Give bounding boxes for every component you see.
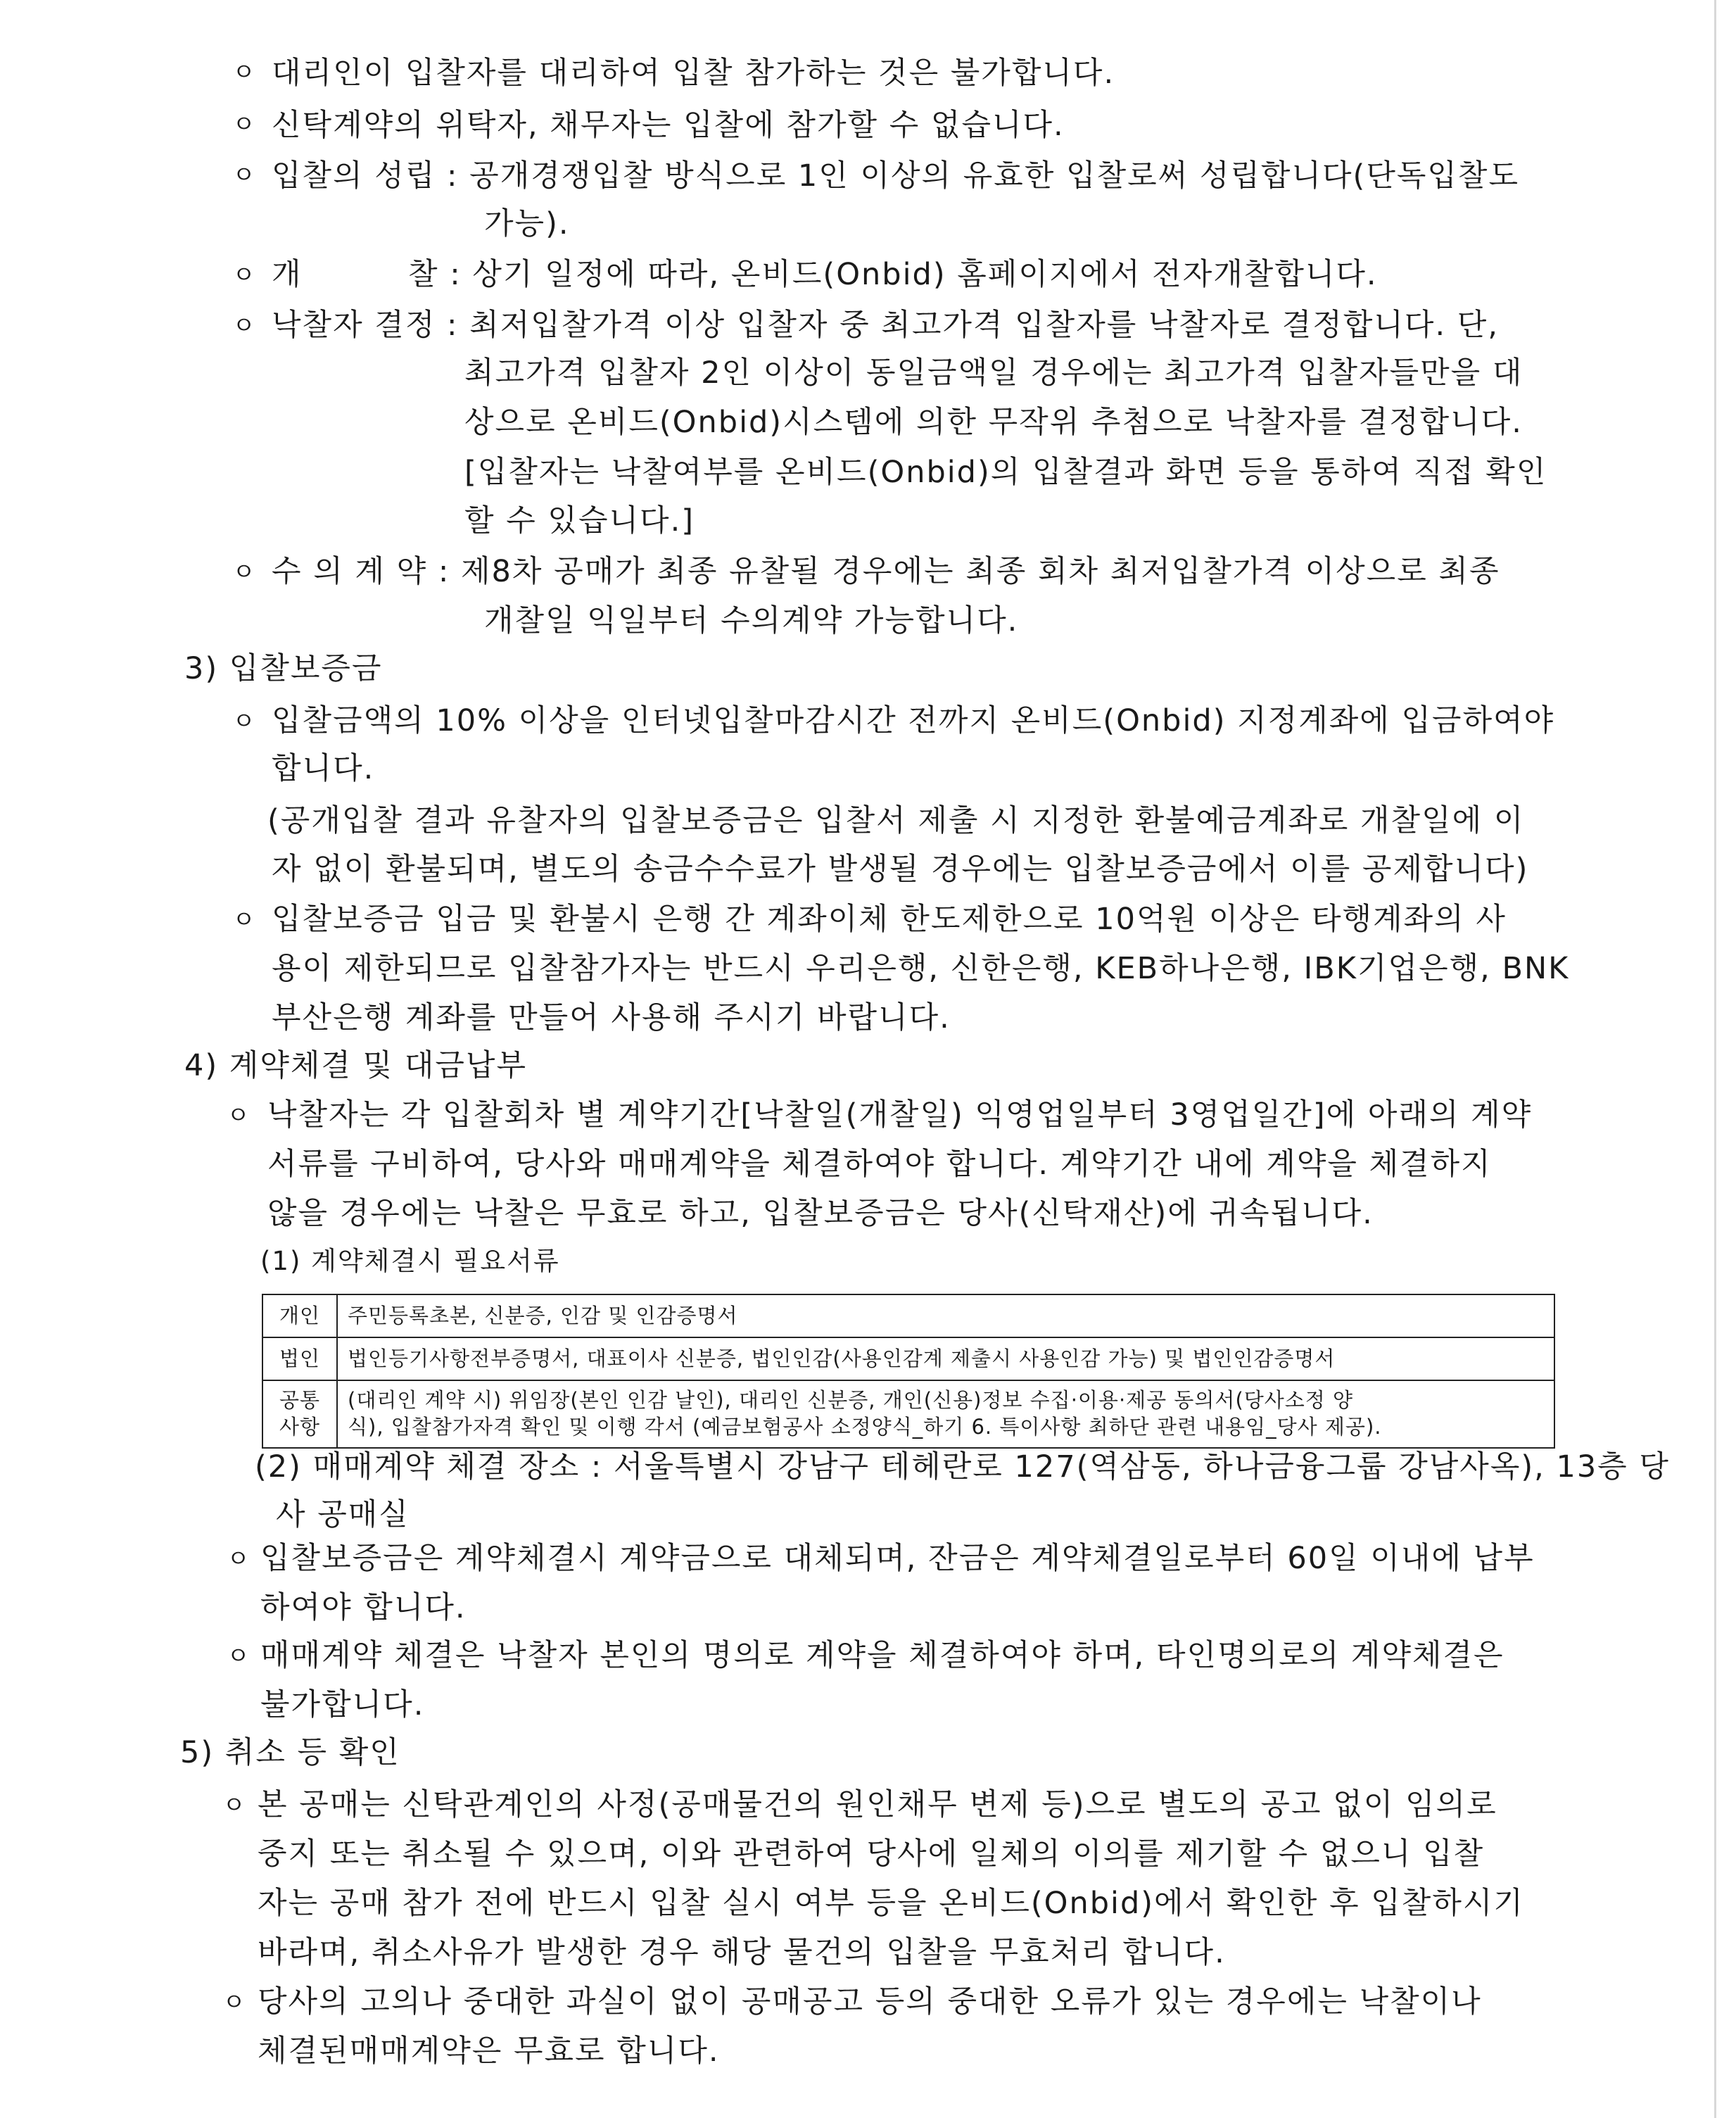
text-line: 바라며, 취소사유가 발생한 경우 해당 물건의 입찰을 무효처리 합니다. xyxy=(258,1935,1226,1970)
text-line: 입찰보증금은 계약체결시 계약금으로 대체되며, 잔금은 계약체결일로부터 60일 이내에 납부 xyxy=(260,1541,1535,1576)
table-row xyxy=(262,1337,1554,1380)
text-line: 불가합니다. xyxy=(260,1687,425,1722)
text-line: 낙찰자 결정 : 최저입찰가격 이상 입찰자 중 최고가격 입찰자를 낙찰자로 결정합니다. 단, xyxy=(272,308,1500,343)
bullet-marker: ㅇ xyxy=(227,1102,250,1130)
text-line: 사 공매실 xyxy=(276,1497,410,1532)
required-documents-table xyxy=(262,1294,1555,1449)
text-line: 부산은행 계좌를 만들어 사용해 주시기 바랍니다. xyxy=(272,1000,951,1035)
text-line: 않을 경우에는 낙찰은 무효로 하고, 입찰보증금은 당사(신탁재산)에 귀속됩니다. xyxy=(267,1196,1374,1231)
text-line: 서류를 구비하여, 당사와 매매계약을 체결하여야 합니다. 계약기간 내에 계약을 체결하지 xyxy=(267,1147,1492,1182)
text-line: 본 공매는 신탁관계인의 사정(공매물건의 원인채무 변제 등)으로 별도의 공고 없이 임의로 xyxy=(258,1787,1497,1822)
text-line: 수 의 계 약 : 제8차 공매가 최종 유찰될 경우에는 최종 회차 최저입찰가격 이상으로 최종 xyxy=(272,554,1500,589)
text-line: (공개입찰 결과 유찰자의 입찰보증금은 입찰서 제출 시 지정한 환불예금계좌로 개찰일에 이 xyxy=(267,803,1525,838)
text-line: 낙찰자는 각 입찰회차 별 계약기간[낙찰일(개찰일) 익영업일부터 3영업일간]에 아래의 계약 xyxy=(267,1097,1533,1133)
text-line: 입찰금액의 10% 이상을 인터넷입찰마감시간 전까지 온비드(Onbid) 지정계좌에 입금하여야 xyxy=(272,703,1555,738)
text-line: 자 없이 환불되며, 별도의 송금수수료가 발생될 경우에는 입찰보증금에서 이를 공제합니다) xyxy=(272,852,1529,887)
text-line: 매매계약 체결은 낙찰자 본인의 명의로 계약을 체결하여야 하며, 타인명의로의 계약체결은 xyxy=(260,1638,1504,1673)
table-key-cell: 법인 xyxy=(262,1337,337,1380)
bullet-marker: ㅇ xyxy=(222,1791,246,1820)
text-line: 할 수 있습니다.] xyxy=(464,503,695,538)
text-line: [입찰자는 낙찰여부를 온비드(Onbid)의 입찰결과 화면 등을 통하여 직접 확인 xyxy=(464,455,1547,490)
bullet-marker: ㅇ xyxy=(227,1642,250,1670)
table-key-cell: 공통 사항 xyxy=(262,1380,337,1448)
table-value-cell: 주민등록초본, 신분증, 인감 및 인감증명서 xyxy=(337,1294,1554,1337)
bullet-marker: ㅇ xyxy=(232,558,255,586)
text-line: 하여야 합니다. xyxy=(260,1590,467,1625)
table-row xyxy=(262,1380,1554,1448)
bullet-marker: ㅇ xyxy=(232,58,255,87)
text-line: 상으로 온비드(Onbid)시스템에 의한 무작위 추첨으로 낙찰자를 결정합니다. xyxy=(464,405,1523,440)
bullet-marker: ㅇ xyxy=(232,906,255,934)
text-line: 대리인이 입찰자를 대리하여 입찰 참가하는 것은 불가합니다. xyxy=(272,56,1115,91)
text-line: 가능). xyxy=(484,206,570,241)
table-value-cell: (대리인 계약 시) 위임장(본인 인감 날인), 대리인 신분증, 개인(신용)정보 수집·이용·제공 동의서(당사소정 양 식), 입찰참가자격 확인 및 이행 각서 (예금보험공사 소정양식_하기 6. 특이사항 최하단 관련 내용임_당사 제공). xyxy=(337,1380,1554,1448)
text-line: 중지 또는 취소될 수 있으며, 이와 관련하여 당사에 일체의 이의를 제기할 수 없으니 입찰 xyxy=(258,1836,1485,1872)
text-line: 찰 : 상기 일정에 따라, 온비드(Onbid) 홈페이지에서 전자개찰합니다. xyxy=(408,257,1378,292)
bullet-marker: ㅇ xyxy=(222,1988,246,2017)
text-line: 개찰일 익일부터 수의계약 가능합니다. xyxy=(484,603,1019,638)
bullet-marker: ㅇ xyxy=(232,261,255,289)
table-row xyxy=(262,1294,1554,1337)
text-line: (2) 매매계약 체결 장소 : 서울특별시 강남구 테헤란로 127(역삼동, 하나금융그룹 강남사옥), 13층 당 xyxy=(255,1449,1670,1485)
text-line: 개 xyxy=(272,257,303,292)
bullet-marker: ㅇ xyxy=(232,707,255,736)
subsection-heading: (1) 계약체결시 필요서류 xyxy=(260,1246,560,1276)
page-edge-divider xyxy=(1714,0,1716,2118)
section-heading: 5) 취소 등 확인 xyxy=(180,1735,400,1770)
table-value-cell: 법인등기사항전부증명서, 대표이사 신분증, 법인인감(사용인감계 제출시 사용인감 가능) 및 법인인감증명서 xyxy=(337,1337,1554,1380)
text-line: 합니다. xyxy=(272,751,375,786)
section-heading: 3) 입찰보증금 xyxy=(184,651,383,686)
text-line: 용이 제한되므로 입찰참가자는 반드시 우리은행, 신한은행, KEB하나은행, IBK기업은행, BNK xyxy=(272,951,1570,986)
text-line: 입찰의 성립 : 공개경쟁입찰 방식으로 1인 이상의 유효한 입찰로써 성립합니다(단독입찰도 xyxy=(272,158,1520,194)
bullet-marker: ㅇ xyxy=(232,111,255,139)
text-line: 당사의 고의나 중대한 과실이 없이 공매공고 등의 중대한 오류가 있는 경우에는 낙찰이나 xyxy=(258,1984,1482,2019)
bullet-marker: ㅇ xyxy=(227,1545,250,1573)
text-line: 신탁계약의 위탁자, 채무자는 입찰에 참가할 수 없습니다. xyxy=(272,108,1065,143)
text-line: 최고가격 입찰자 2인 이상이 동일금액일 경우에는 최고가격 입찰자들만을 대 xyxy=(464,355,1523,391)
text-line: 입찰보증금 입금 및 환불시 은행 간 계좌이체 한도제한으로 10억원 이상은 타행계좌의 사 xyxy=(272,902,1507,937)
text-line: 자는 공매 참가 전에 반드시 입찰 실시 여부 등을 온비드(Onbid)에서 확인한 후 입찰하시기 xyxy=(258,1886,1524,1921)
bullet-marker: ㅇ xyxy=(232,161,255,189)
text-line: 체결된매매계약은 무효로 합니다. xyxy=(258,2034,720,2069)
bullet-marker: ㅇ xyxy=(232,312,255,340)
section-heading: 4) 계약체결 및 대금납부 xyxy=(184,1048,527,1083)
table-key-cell: 개인 xyxy=(262,1294,337,1337)
